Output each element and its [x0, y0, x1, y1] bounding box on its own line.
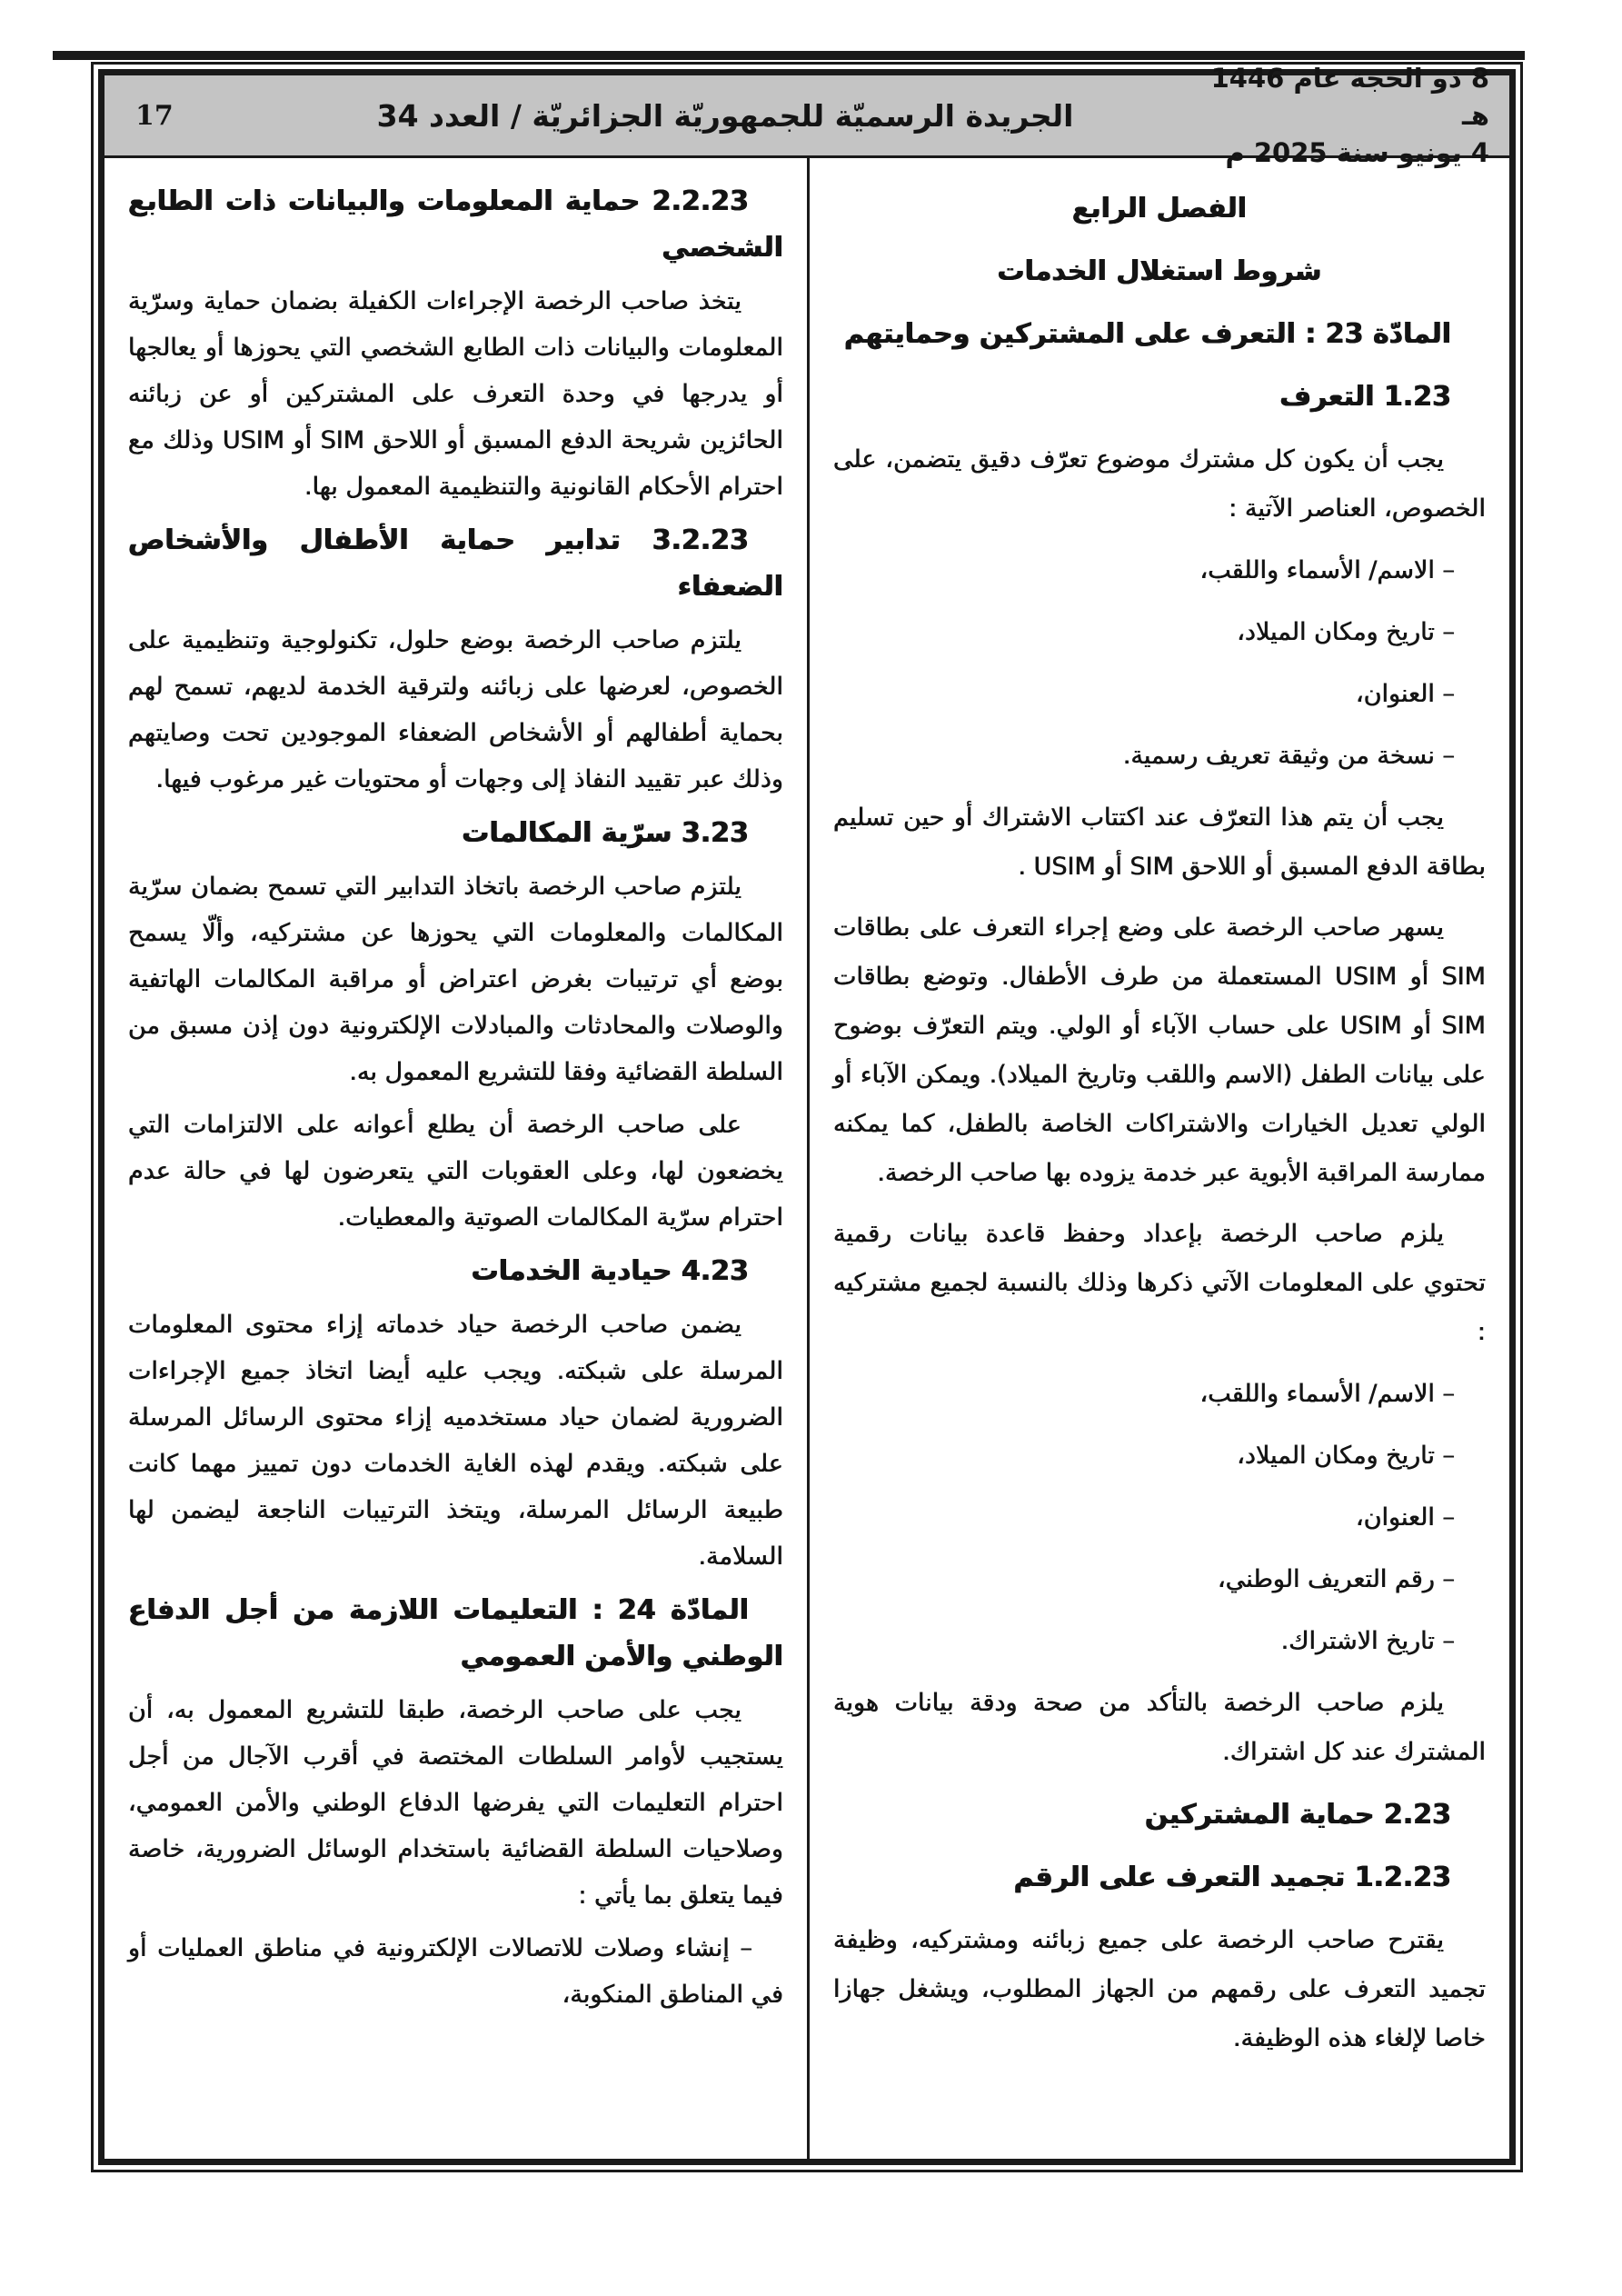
article-24-heading: المادّة 24 : التعليمات اللازمة من أجل الدفاع الوطني والأمن العمومي [128, 1594, 783, 1672]
date-hijri: 8 ذو الحجة عام 1446 هـ [1210, 62, 1489, 131]
section-heading: 1.2.23 تجميد التعرف على الرقم [1013, 1862, 1451, 1893]
chapter-title: الفصل الرابع [1071, 193, 1248, 225]
list-item: – إنشاء وصلات للاتصالات الإلكترونية في مناطق العمليات أو في المناطق المنكوبة، [128, 1934, 783, 2009]
paragraph: يلتزم صاحب الرخصة باتخاذ التدابير التي تسمح بضمان سرّية المكالمات والمعلومات التي يحوزها عن مشتركيه، وألّا يسمح بوضع أي ترتيبات بغرض اعتراض أو مراقبة المكالمات الهاتفية والوصلات والمحادثات والمبادلات الإلكترونية دون إذن مسبق من السلطة القضائية وفقا للتشريع المعمول به. [128, 873, 783, 1086]
paragraph: يجب على صاحب الرخصة، طبقا للتشريع المعمول به، أن يستجيب لأوامر السلطات المختصة في أقرب الآجال من أجل احترام التعليمات التي يفرضها الدفاع الوطني والأمن العمومي، وصلاحيات السلطة القضائية باستخدام الوسائل الضرورية، خاصة فيما يتعلق بما يأتي : [128, 1696, 783, 1910]
list-item: – تاريخ ومكان الميلاد، [1237, 618, 1455, 646]
issue-dates [1209, 60, 1509, 172]
paragraph: يجب أن يتم هذا التعرّف عند اكتتاب الاشتراك أو حين تسليم بطاقة الدفع المسبق أو اللاحق SIM أو USIM . [833, 804, 1486, 881]
page-number: 17 [135, 99, 174, 132]
paragraph: يتخذ صاحب الرخصة الإجراءات الكفيلة بضمان حماية وسرّية المعلومات والبيانات ذات الطابع الشخصي التي يحوزها أو يعالجها أو يدرجها في وحدة التعرف على المشتركين أو عن زبائنه الحائزين شريحة الدفع المسبق أو اللاحق SIM أو USIM وذلك مع احترام الأحكام القانونية والتنظيمية المعمول بها. [128, 287, 783, 501]
list-item: – نسخة من وثيقة تعريف رسمية. [1122, 742, 1455, 770]
page-frame-inner [98, 62, 1516, 2165]
paragraph: يسهر صاحب الرخصة على وضع إجراء التعرف على بطاقات SIM أو USIM المستعملة من طرف الأطفال. وتوضع بطاقات SIM أو USIM على حساب الآباء أو الولي. ويتم التعرّف بوضوح على بيانات الطفل (الاسم واللقب وتاريخ الميلاد). ويمكن الآباء أو الولي تعديل الخيارات والاشتراكات الخاصة بالطفل، كما يمكنه ممارسة المراقبة الأبوية عبر خدمة يزوده بها صاحب الرخصة. [833, 913, 1486, 1187]
section-heading: 3.23 سرّية المكالمات [462, 817, 749, 849]
section-heading: 2.23 حماية المشتركين [1144, 1799, 1451, 1831]
section-heading: 3.2.23 تدابير حماية الأطفال والأشخاص الضعفاء [128, 524, 783, 603]
paragraph: يلتزم صاحب الرخصة بوضع حلول، تكنولوجية وتنظيمية على الخصوص، لعرضها على زبائنه ولترقية الخدمة لديهم، تسمح لهم بحماية أطفالهم أو الأشخاص الضعفاء الموجودين تحت وصايتهم وذلك عبر تقييد النفاذ إلى وجهات أو محتويات غير مرغوب فيها. [128, 626, 783, 794]
paragraph: على صاحب الرخصة أن يطلع أعوانه على الالتزامات التي يخضعون لها، وعلى العقوبات التي يتعرضون لها في حالة عدم احترام سرّية المكالمات الصوتية والمعطيات. [128, 1111, 783, 1232]
paragraph: يلزم صاحب الرخصة بالتأكد من صحة ودقة بيانات هوية المشترك عند كل اشتراك. [833, 1689, 1486, 1766]
list-item: – العنوان، [1356, 680, 1455, 708]
paragraph: يجب أن يكون كل مشترك موضوع تعرّف دقيق يتضمن، على الخصوص، العناصر الآتية : [833, 445, 1486, 523]
paragraph: يضمن صاحب الرخصة حياد خدماته إزاء محتوى المعلومات المرسلة على شبكته. ويجب عليه أيضا اتخاذ جميع الإجراءات الضرورية لضمان حياد مستخدميه إزاء محتوى الرسائل المرسلة على شبكته. ويقدم لهذه الغاية الخدمات دون تمييز مهما كانت طبيعة الرسائل المرسلة، ويتخذ الترتيبات الناجعة ليضمن لها السلامة. [128, 1311, 783, 1571]
date-gregorian: 4 يونيو سنة 2025 م [1225, 136, 1489, 168]
journal-title: الجريدة الرسميّة للجمهوريّة الجزائريّة / العدد 34 [376, 97, 1074, 134]
list-item: – تاريخ ومكان الميلاد، [1237, 1442, 1455, 1470]
top-rule-divider [53, 51, 1525, 60]
chapter-subtitle: شروط استغلال الخدمات [997, 255, 1322, 287]
section-heading: 4.23 حيادية الخدمات [471, 1255, 749, 1287]
list-item: – الاسم/ الأسماء واللقب، [1199, 1380, 1455, 1408]
column-right [807, 158, 1509, 2159]
list-item: – تاريخ الاشتراك. [1280, 1627, 1455, 1655]
page-header-band [104, 62, 1509, 168]
article-23-heading: المادّة 23 : التعرف على المشتركين وحمايتهم [843, 318, 1451, 350]
column-left [104, 158, 807, 2159]
section-heading: 2.2.23 حماية المعلومات والبيانات ذات الطابع الشخصي [128, 185, 783, 264]
list-item: – العنوان، [1356, 1503, 1455, 1532]
list-item: – رقم التعريف الوطني، [1218, 1565, 1455, 1593]
document-body [104, 158, 1509, 2159]
list-item: – الاسم/ الأسماء واللقب، [1199, 556, 1455, 584]
page-frame [91, 62, 1523, 2172]
paragraph: يقترح صاحب الرخصة على جميع زبائنه ومشتركيه، وظيفة تجميد التعرف على رقمهم من الجهاز المطلوب، ويشغل جهازا خاصا لإلغاء هذه الوظيفة. [833, 1926, 1486, 2052]
paragraph: يلزم صاحب الرخصة بإعداد وحفظ قاعدة بيانات رقمية تحتوي على المعلومات الآتي ذكرها وذلك بالنسبة لجميع مشتركيه : [833, 1220, 1486, 1346]
section-heading: 1.23 التعرف [1279, 381, 1451, 413]
